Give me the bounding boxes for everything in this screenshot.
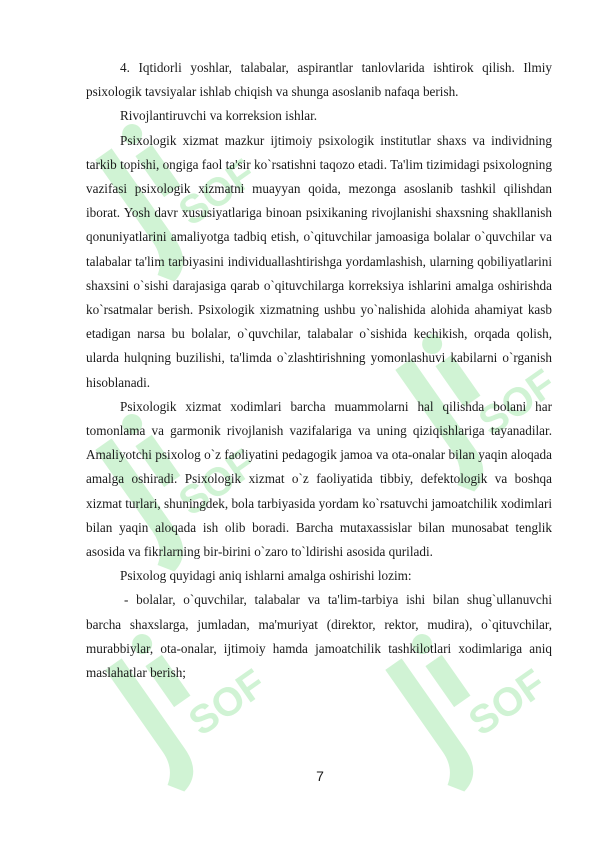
paragraph: Psixologik xizmat mazkur ijtimoiy psixologik institutlar shaxs va individning tarkib topishi, ongiga faol ta'sir ko`rsatishni taqozo etadi. Ta'lim tizimidagi psixologning vazifasi psixologik xizmatni muayyan qoida, mezonga asoslanib tashkil qilishdan iborat. Yosh davr xususiyatlariga binoan psixikaning rivojlanishi shaxsning shakllanish qonuniyatlarini amaliyotga tadbiq etish, o`qituvchilar jamoasiga bolalar o`quvchilar va talabalar ta'lim tarbiyasini individuallashtirishga yordamlashish, ularning qobiliyatlarini shaxsini o`sishi darajasiga qarab o`qituvchilarga korreksiya ishlarini amalga oshirishda ko`rsatmalar berish. Psixologik xizmatning ushbu yo`nalishida alohida ahamiyat kasb etadigan narsa bu bolalar, o`quvchilar, talabalar o`sishida kechikish, orqada qolish, ularda hulqning buzilishi, ta'limda o`zlashtirishning yomonlashuvi kabilarni o`rganish hisoblanadi. [86, 132, 552, 390]
list-item: - bolalar, o`quvchilar, talabalar va ta'lim-tarbiya ishi bilan shug`ullanuvchi barcha shaxslarga, jumladan, ma'muriyat (direktor, rektor, mudira), o`qituvchilar, murabbiylar, ota-onalar, ijtimoiy hamda jamoatchilik tashkilotlari xodimlariga aniq maslahatlar berish; [86, 592, 552, 681]
svg-text:SOF: SOF [471, 361, 564, 445]
paragraph: Rivojlantiruvchi va korreksion ishlar. [120, 108, 318, 124]
page-number: 7 [316, 768, 324, 784]
svg-text:SOF: SOF [181, 661, 274, 745]
svg-text:SOF: SOF [461, 661, 554, 745]
svg-text:SOF: SOF [171, 441, 264, 525]
paragraph: Psixolog quyidagi aniq ishlarni amalga oshirishi lozim: [120, 568, 412, 584]
paragraph: Psixologik xizmat xodimlari barcha muammolarni hal qilishda bolani har tomonlama va garmonik rivojlanish vazifalariga va uning qiziqishlariga tayanadilar. Amaliyotchi psixolog o`z faoliyatini pedagogik jamoa va ota-onalar bilan yaqin aloqada amalga oshiradi. Psixologik xizmat o`z faoliyatida tibbiy, defektologik va boshqa xizmat turlari, shuningdek, bola tarbiyasida yordam ko`rsatuvchi jamoatchilik xodimlari bilan yaqin aloqada ish olib boradi. Barcha mutaxassislar bilan munosabat tenglik asosida va fikrlarning bir-birini o`zaro to`ldirishi asosida quriladi. [86, 398, 552, 560]
svg-text:SOF: SOF [171, 151, 264, 235]
body-text [86, 56, 552, 685]
paragraph: 4. Iqtidorli yoshlar, talabalar, aspirantlar tanlovlarida ishtirok qilish. Ilmiy psixologik tavsiyalar ishlab chiqish va shunga asoslanib nafaqa berish. [86, 60, 552, 100]
